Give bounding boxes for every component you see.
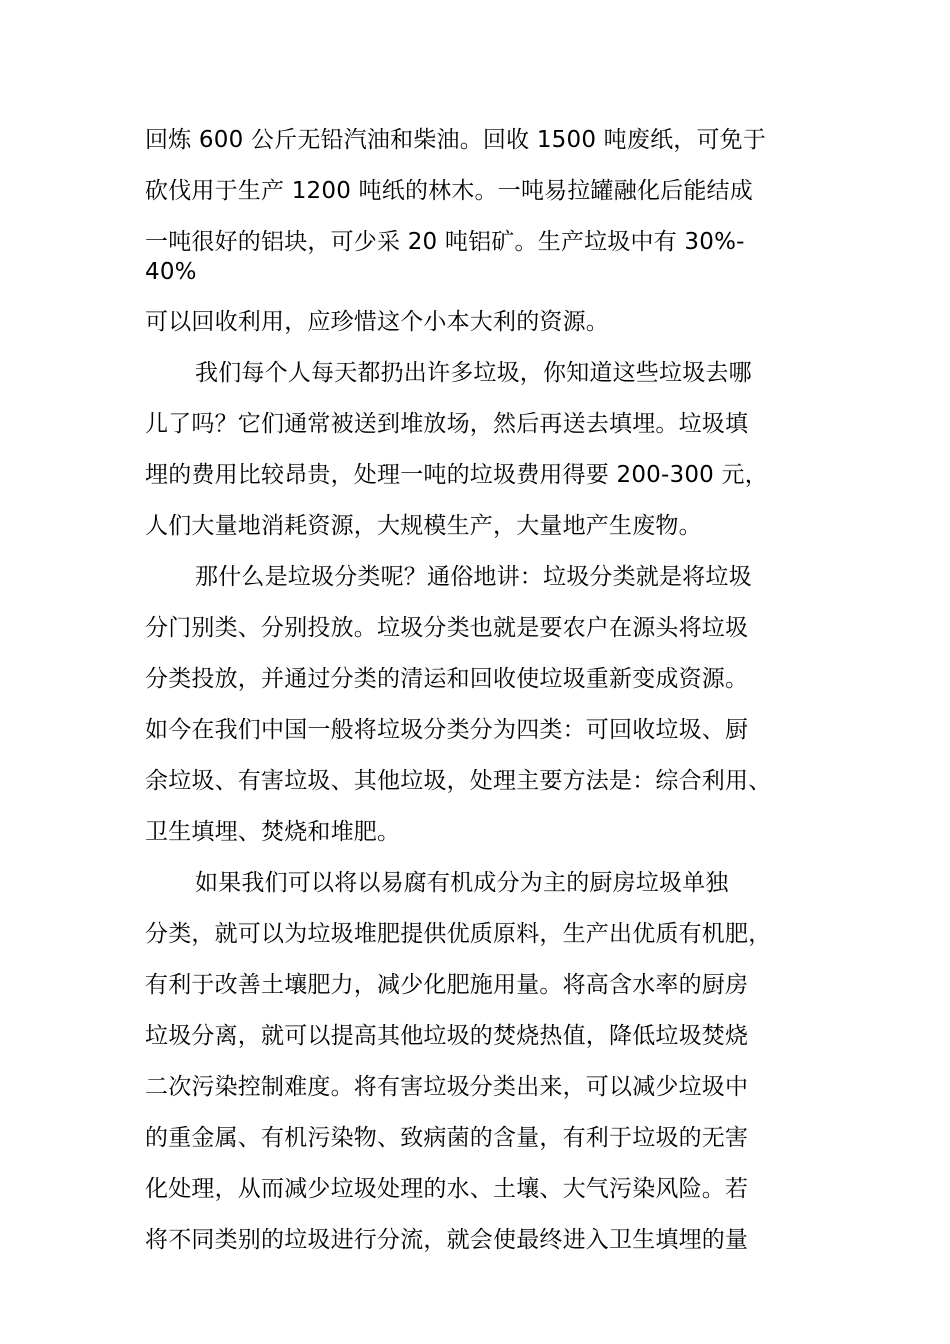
text-line: 分类，就可以为垃圾堆肥提供优质原料，生产出优质有机肥， (145, 921, 772, 947)
text-line: 的重金属、有机污染物、致病菌的含量，有利于垃圾的无害 (145, 1125, 749, 1151)
text-line: 人们大量地消耗资源，大规模生产，大量地产生废物。 (145, 513, 702, 539)
text-line: 分类投放，并通过分类的清运和回收使垃圾重新变成资源。 (145, 666, 749, 692)
text-line: 将不同类别的垃圾进行分流，就会使最终进入卫生填埋的量 (145, 1227, 749, 1253)
paragraph-first-line: 如果我们可以将以易腐有机成分为主的厨房垃圾单独 (195, 870, 729, 896)
text-line: 分门别类、分别投放。垃圾分类也就是要农户在源头将垃圾 (145, 615, 749, 641)
text-line: 可以回收利用，应珍惜这个小本大利的资源。 (145, 309, 609, 335)
paragraph-first-line: 那什么是垃圾分类呢？通俗地讲：垃圾分类就是将垃圾 (195, 564, 752, 590)
text-line: 如今在我们中国一般将垃圾分类分为四类：可回收垃圾、厨 (145, 717, 749, 743)
paragraph-first-line: 我们每个人每天都扔出许多垃圾，你知道这些垃圾去哪 (195, 360, 752, 386)
text-line: 一吨很好的铝块，可少采 20 吨铝矿。生产垃圾中有 30%- (145, 229, 745, 255)
text-line: 卫生填埋、焚烧和堆肥。 (145, 819, 401, 845)
text-line: 埋的费用比较昂贵，处理一吨的垃圾费用得要 200-300 元， (145, 462, 768, 488)
text-line: 有利于改善土壤肥力，减少化肥施用量。将高含水率的厨房 (145, 972, 749, 998)
text-line: 垃圾分离，就可以提高其他垃圾的焚烧热值，降低垃圾焚烧 (145, 1023, 749, 1049)
text-line: 化处理，从而减少垃圾处理的水、土壤、大气污染风险。若 (145, 1176, 749, 1202)
text-line: 砍伐用于生产 1200 吨纸的林木。一吨易拉罐融化后能结成 (145, 178, 753, 204)
text-line: 回炼 600 公斤无铅汽油和柴油。回收 1500 吨废纸，可免于 (145, 127, 767, 153)
text-line: 余垃圾、有害垃圾、其他垃圾，处理主要方法是：综合利用、 (145, 768, 772, 794)
text-line: 40% (145, 259, 197, 285)
text-line: 二次污染控制难度。将有害垃圾分类出来，可以减少垃圾中 (145, 1074, 749, 1100)
text-line: 儿了吗？它们通常被送到堆放场，然后再送去填埋。垃圾填 (145, 411, 749, 437)
